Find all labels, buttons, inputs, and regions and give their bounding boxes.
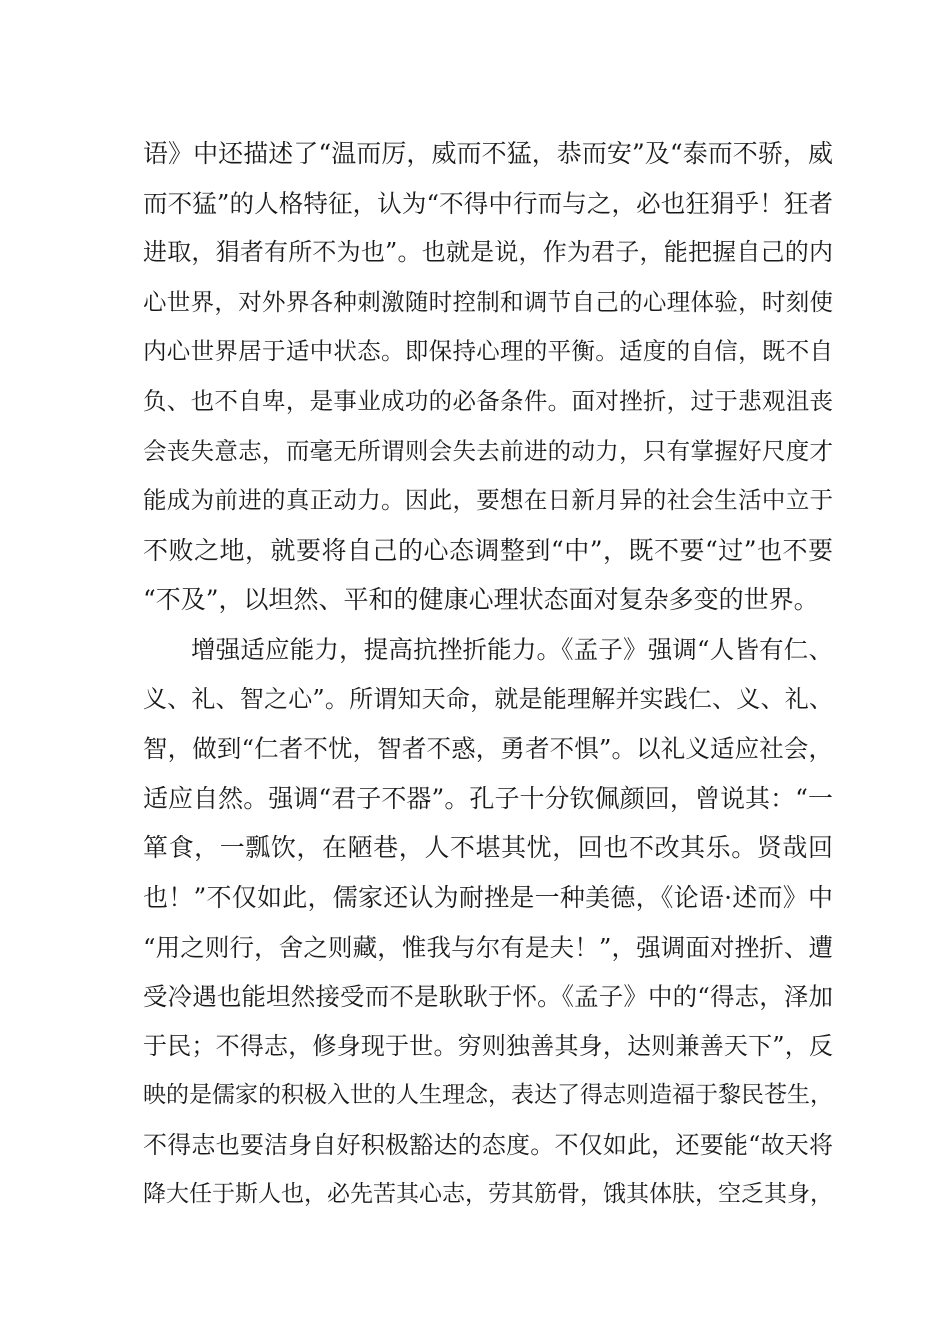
body-text bbox=[143, 129, 833, 1220]
text-line: 会丧失意志，而毫无所谓则会失去前进的动力，只有掌握好尺度才 bbox=[143, 436, 833, 465]
paragraph-last-line: “不及”，以坦然、平和的健康心理状态面对复杂多变的世界。 bbox=[143, 585, 819, 615]
text-line: 也！”不仅如此，儒家还认为耐挫是一种美德，《论语·述而》中 bbox=[143, 882, 833, 912]
text-line: 能成为前进的真正动力。因此，要想在日新月异的社会生活中立于 bbox=[143, 486, 833, 515]
text-line: 义、礼、智之心”。所谓知天命，就是能理解并实践仁、义、礼、 bbox=[143, 684, 833, 713]
text-line: 内心世界居于适中状态。即保持心理的平衡。适度的自信，既不自 bbox=[143, 337, 833, 366]
text-line: 而不猛”的人格特征，认为“不得中行而与之，必也狂狷乎！狂者 bbox=[143, 188, 833, 218]
text-line: 智，做到“仁者不忧，智者不惑，勇者不惧”。以礼义适应社会， bbox=[143, 734, 833, 764]
text-line: 不得志也要洁身自好积极豁达的态度。不仅如此，还要能“故天将 bbox=[143, 1130, 833, 1159]
text-line: 受冷遇也能坦然接受而不是耿耿于怀。《孟子》中的“得志，泽加 bbox=[143, 982, 833, 1012]
text-line: 语》中还描述了“温而厉，威而不猛，恭而安”及“泰而不骄，威 bbox=[143, 139, 833, 168]
text-line: 箪食，一瓢饮，在陋巷，人不堪其忧，回也不改其乐。贤哉回 bbox=[143, 833, 833, 863]
text-line: 负、也不自卑，是事业成功的必备条件。面对挫折，过于悲观沮丧 bbox=[143, 386, 833, 415]
text-line: 降大任于斯人也，必先苦其心志，劳其筋骨，饿其体肤，空乏其身， bbox=[143, 1181, 833, 1208]
text-line: 不败之地，就要将自己的心态调整到“中”，既不要“过”也不要 bbox=[143, 535, 833, 565]
text-line: 于民；不得志，修身现于世。穷则独善其身，达则兼善天下”，反 bbox=[143, 1031, 833, 1060]
text-line: 进取，狷者有所不为也”。也就是说，作为君子，能把握自己的内 bbox=[143, 238, 833, 267]
text-line: 适应自然。强调“君子不器”。孔子十分钦佩颜回，曾说其：“一 bbox=[143, 783, 833, 813]
text-line: “用之则行，舍之则藏，惟我与尔有是夫！”，强调面对挫折、遭 bbox=[143, 932, 833, 962]
paragraph-first-line: 增强适应能力，提高抗挫折能力。《孟子》强调“人皆有仁、 bbox=[191, 634, 833, 664]
text-line: 映的是儒家的积极入世的人生理念，表达了得志则造福于黎民苍生， bbox=[143, 1082, 833, 1109]
text-line: 心世界，对外界各种刺激随时控制和调节自己的心理体验，时刻使 bbox=[143, 287, 833, 316]
